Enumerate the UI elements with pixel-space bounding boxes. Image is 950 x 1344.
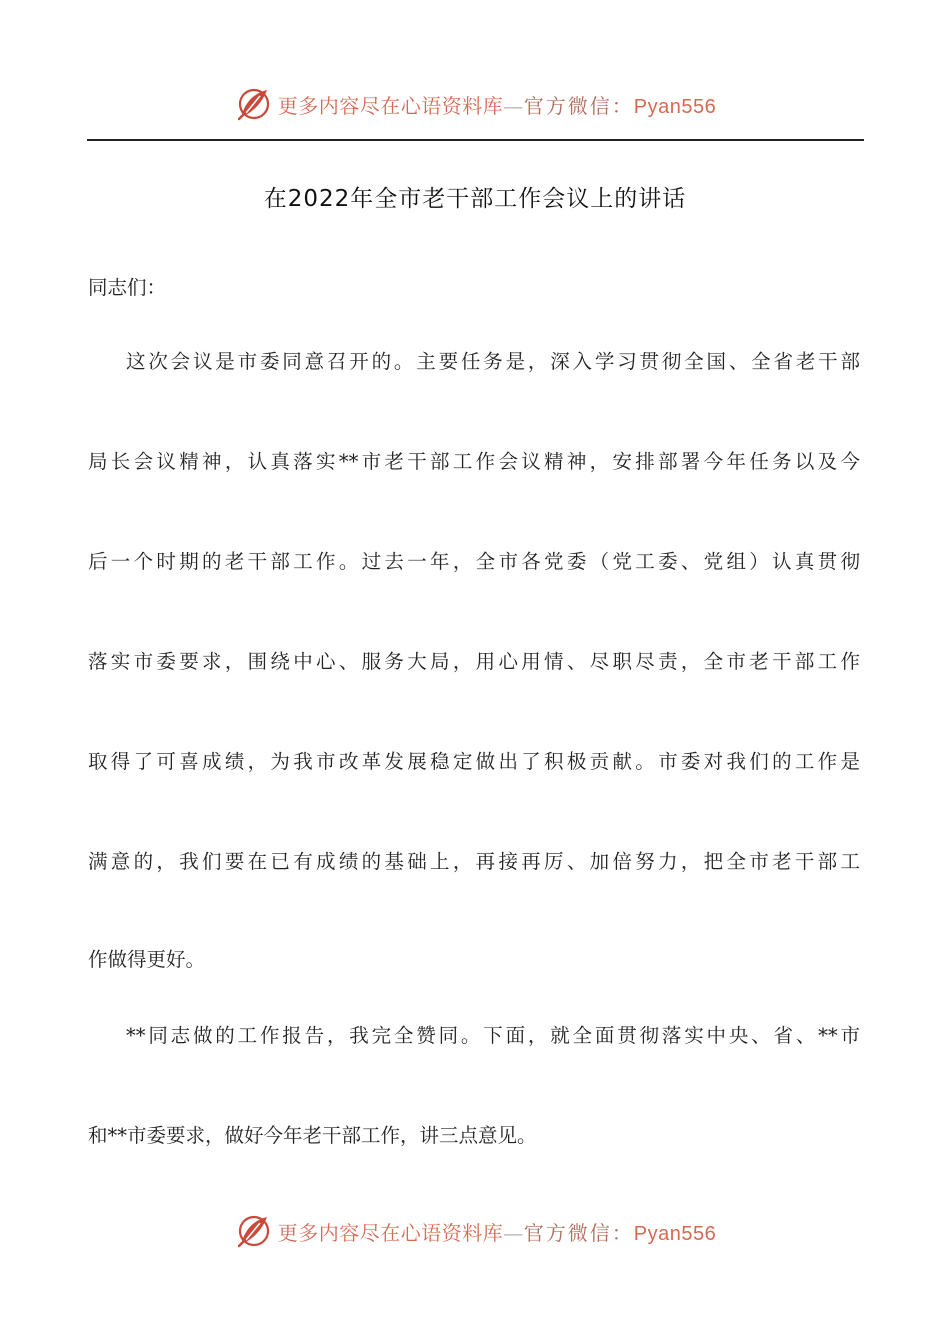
banner-wechat-label: 官方微信： [523, 93, 634, 118]
banner-text [278, 90, 716, 119]
paragraph-line: 作做得更好。 [88, 948, 206, 971]
header-divider [87, 139, 864, 141]
banner-main-text: 更多内容尽在心语资料库 [277, 93, 504, 118]
banner-separator: — [503, 93, 524, 118]
banner-wechat-id: Pyan556 [633, 95, 717, 118]
document-title: 在2022年全市老干部工作会议上的讲话 [263, 186, 687, 212]
paragraph-line: 这次会议是市委同意召开的。主要任务是，深入学习贯彻全国、全省老干部 [126, 350, 860, 373]
paragraph-line: 取得了可喜成绩，为我市改革发展稳定做出了积极贡献。市委对我们的工作是 [88, 750, 860, 773]
footer-banner [0, 1209, 950, 1253]
banner-main-text: 更多内容尽在心语资料库 [277, 1220, 504, 1245]
paragraph-line: 后一个时期的老干部工作。过去一年，全市各党委（党工委、党组）认真贯彻 [88, 550, 860, 573]
paragraph-line: **同志做的工作报告，我完全赞同。下面，就全面贯彻落实中央、省、**市 [126, 1024, 860, 1047]
banner-separator: — [503, 1220, 524, 1245]
paragraph-line: 局长会议精神，认真落实**市老干部工作会议精神，安排部署今年任务以及今 [88, 450, 860, 473]
paragraph-line: 满意的，我们要在已有成绩的基础上，再接再厉、加倍努力，把全市老干部工 [88, 850, 860, 873]
header-banner [0, 82, 950, 126]
pen-nib-logo-icon [234, 1211, 274, 1251]
pen-nib-logo-icon [234, 84, 274, 124]
salutation: 同志们： [88, 276, 167, 299]
banner-wechat-id: Pyan556 [633, 1222, 717, 1245]
paragraph-line: 落实市委要求，围绕中心、服务大局，用心用情、尽职尽责，全市老干部工作 [88, 650, 860, 673]
banner-text [278, 1217, 716, 1246]
paragraph-line: 和**市委要求，做好今年老干部工作，讲三点意见。 [88, 1124, 537, 1147]
banner-wechat-label: 官方微信： [523, 1220, 634, 1245]
